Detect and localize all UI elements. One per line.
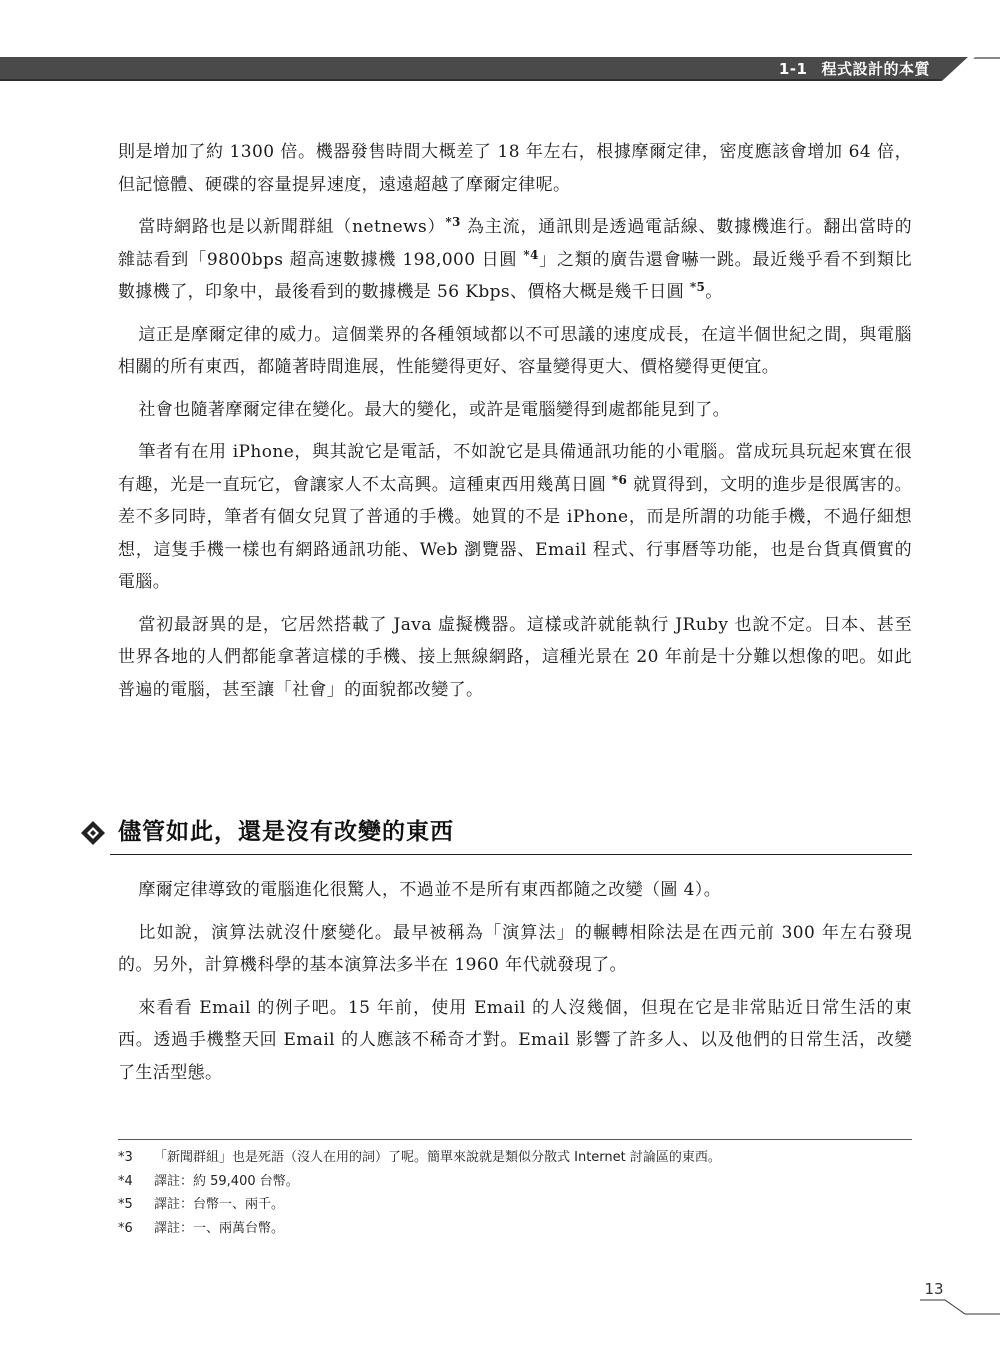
footnote-4 — [118, 1170, 912, 1194]
page-corner-line — [0, 1280, 1000, 1320]
paragraph-5-text-a: 筆者有在用 iPhone，與其說它是電話，不如說它是具備通訊功能的小電腦。當成玩具玩起來實在很有趣，光是一直玩它，會讓家人不太高興。這種東西用幾萬日圓 — [118, 442, 912, 495]
paragraph-3: 這正是摩爾定律的威力。這個業界的各種領域都以不可思議的速度成長，在這半個世紀之間，與電腦相關的所有東西，都隨著時間進展，性能變得更好、容量變得更大、價格變得更便宜。 — [118, 324, 912, 377]
footnote-mark: *4 — [118, 1173, 133, 1189]
footnote-6 — [118, 1217, 912, 1241]
paragraph-2-text-c: 」之類的廣告還會嚇一跳。最近幾乎看不到類比數據機了，印象中，最後看到的數據機是 56 Kbps、價格大概是幾千日圓 — [118, 249, 912, 302]
footnote-ref-4[interactable]: *4 — [523, 247, 539, 262]
paragraph-2-text-b: 為主流，通訊則是透過電話線、數據機進行。翻出當時的雜誌看到「9800bps 超高速數據機 198,000 日圓 — [118, 217, 912, 270]
page-number: 13 — [924, 1280, 944, 1298]
paragraph-7: 摩爾定律導致的電腦進化很驚人，不過並不是所有東西都隨之改變（圖 4）。 — [138, 880, 722, 900]
footnote-ref-3[interactable]: *3 — [445, 215, 461, 229]
paragraph-2-text-a: 當時網路也是以新聞群組（netnews） — [138, 217, 446, 237]
paragraph-4: 社會也隨著摩爾定律在變化。最大的變化，或許是電腦變得到處都能見到了。 — [138, 399, 730, 420]
footnote-ref-6[interactable]: *6 — [611, 472, 628, 487]
footnote-text: 譯註：一、兩萬台幣。 — [154, 1220, 285, 1236]
footnote-ref-5[interactable]: *5 — [689, 280, 706, 294]
footnote-divider — [118, 1139, 912, 1140]
paragraph-5 — [118, 436, 912, 599]
paragraph-2 — [118, 211, 912, 309]
section-heading-rule — [110, 854, 912, 855]
body-text-top — [118, 136, 912, 706]
footnote-text: 「新聞群組」也是死語（沒人在用的詞）了呢。簡單來說就是類似分散式 Internet 討論區的東西。 — [154, 1150, 721, 1165]
footnote-mark: *6 — [118, 1220, 133, 1236]
footnote-mark: *3 — [118, 1150, 133, 1165]
diamond-bullet-icon — [80, 820, 106, 846]
section-heading — [80, 814, 912, 854]
header-section-title: 程式設計的本質 — [821, 60, 930, 78]
paragraph-2-text-d: 。 — [705, 282, 723, 302]
section-heading-text: 儘管如此，還是沒有改變的東西 — [118, 819, 454, 845]
footnote-5 — [118, 1193, 912, 1217]
paragraph-6: 當初最訝異的是，它居然搭載了 Java 虛擬機器。這樣或許就能執行 JRuby 也說不定。日本、甚至世界各地的人們都能拿著這樣的手機、接上無線網路，這種光景在 20 年前是十分難以想像的吧。如此普遍的電腦，甚至讓「社會」的面貌都改變了。 — [118, 614, 912, 700]
paragraph-1: 則是增加了約 1300 倍。機器發售時間大概差了 18 年左右，根據摩爾定律，密度應該會增加 64 倍，但記憶體、硬碟的容量提昇速度，遠遠超越了摩爾定律呢。 — [118, 142, 912, 195]
footnote-mark: *5 — [118, 1197, 133, 1212]
header-section-number: 1-1 — [778, 60, 808, 78]
paragraph-9: 來看看 Email 的例子吧。15 年前，使用 Email 的人沒幾個，但現在它是非常貼近日常生活的東西。透過手機整天回 Email 的人應該不稀奇才對。Email 影響了許多人、以及他們的日常生活，改變了生活型態。 — [118, 997, 912, 1083]
paragraph-5-text-b: 就買得到，文明的進步是很厲害的。差不多同時，筆者有個女兒買了普通的手機。她買的不是 iPhone，而是所謂的功能手機，不過仔細想想，這隻手機一樣也有網路通訊功能、Web 瀏覽器、Email 程式、行事曆等功能，也是台貨真價實的電腦。 — [118, 474, 912, 592]
paragraph-8: 比如說，演算法就沒什麼變化。最早被稱為「演算法」的輾轉相除法是在西元前 300 年左右發現的。另外，計算機科學的基本演算法多半在 1960 年代就發現了。 — [118, 922, 912, 975]
running-header — [779, 57, 930, 81]
footnote-3 — [118, 1146, 912, 1170]
footnote-text: 譯註：約 59,400 台幣。 — [154, 1173, 299, 1189]
footnote-text: 譯註：台幣一、兩千。 — [154, 1197, 285, 1212]
footnotes — [118, 1146, 912, 1240]
body-text-bottom — [118, 874, 912, 1089]
